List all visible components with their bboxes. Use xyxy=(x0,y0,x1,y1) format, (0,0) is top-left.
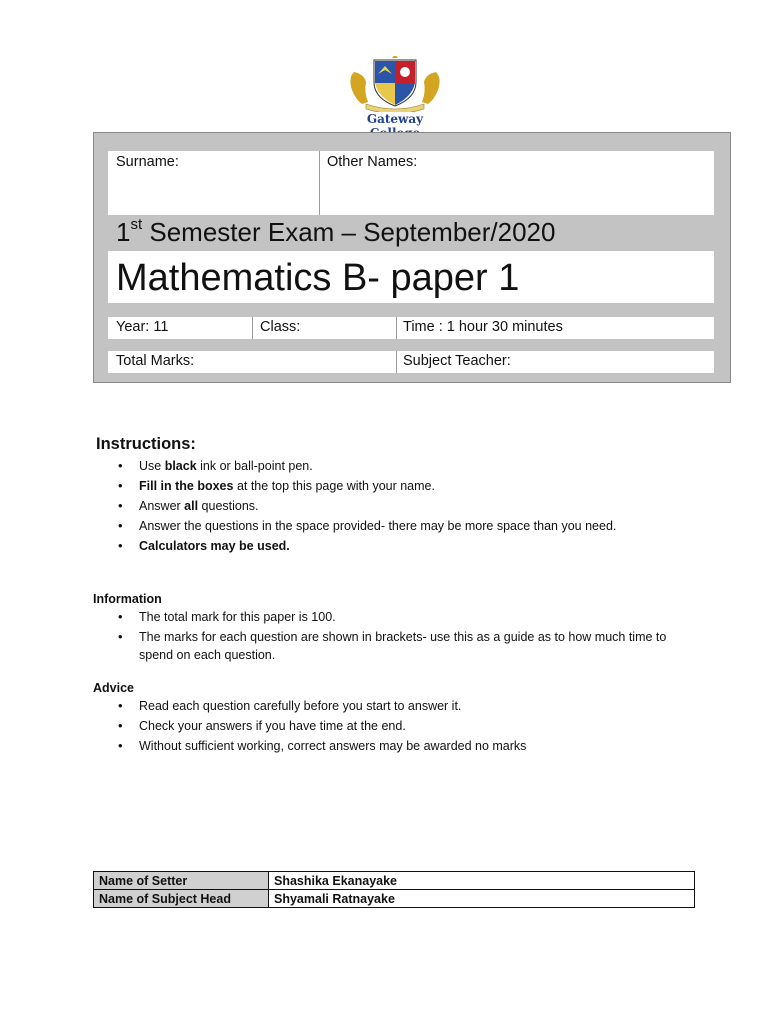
subject-head-name: Shyamali Ratnayake xyxy=(269,890,695,908)
marks-teacher-row xyxy=(108,351,714,373)
semester-ordinal: 1 xyxy=(116,217,131,247)
instructions-heading: Instructions: xyxy=(96,435,196,453)
divider xyxy=(319,151,320,215)
instructions-list xyxy=(117,457,699,557)
information-heading: Information xyxy=(93,592,162,606)
list-item: • Answer all questions. xyxy=(117,497,699,515)
list-item: • The total mark for this paper is 100. xyxy=(117,608,699,626)
exam-info-row xyxy=(108,317,714,339)
list-item: • Read each question carefully before you start to answer it. xyxy=(117,697,699,715)
advice-heading: Advice xyxy=(93,681,134,695)
table-row xyxy=(94,890,695,908)
school-name: Gateway xyxy=(366,112,424,126)
crest-icon xyxy=(340,56,450,112)
total-marks-field[interactable]: Total Marks: xyxy=(116,353,195,369)
list-item: • Fill in the boxes at the top this page with your name. xyxy=(117,477,699,495)
divider xyxy=(396,351,397,373)
time-label: Time : 1 hour 30 minutes xyxy=(403,319,563,335)
exam-header-box xyxy=(93,132,731,383)
list-item: • Without sufficient working, correct answers may be awarded no marks xyxy=(117,737,699,755)
school-crest-logo xyxy=(340,56,450,130)
advice-list xyxy=(117,697,699,757)
name-fields-row xyxy=(108,151,714,215)
information-list xyxy=(117,608,699,666)
semester-suffix: st xyxy=(130,216,143,234)
list-item: • The marks for each question are shown in brackets- use this as a guide as to how much time to spend on each question. xyxy=(117,628,699,664)
semester-line xyxy=(116,217,555,248)
year-label: Year: 11 xyxy=(116,319,169,335)
divider xyxy=(252,317,253,339)
list-item: • Use black ink or ball-point pen. xyxy=(117,457,699,475)
list-item: • Calculators may be used. xyxy=(117,537,699,555)
staff-table xyxy=(93,871,695,908)
semester-text: Semester Exam – September/2020 xyxy=(142,217,556,247)
subject-teacher-field[interactable]: Subject Teacher: xyxy=(403,353,511,369)
class-field[interactable]: Class: xyxy=(260,319,301,335)
list-item: • Answer the questions in the space provided- there may be more space than you need. xyxy=(117,517,699,535)
divider xyxy=(396,317,397,339)
table-row xyxy=(94,872,695,890)
list-item: • Check your answers if you have time at the end. xyxy=(117,717,699,735)
setter-name: Shashika Ekanayake xyxy=(269,872,695,890)
subject-head-label: Name of Subject Head xyxy=(94,890,269,908)
exam-title: Mathematics B- paper 1 xyxy=(116,257,520,299)
surname-field[interactable]: Surname: xyxy=(116,154,179,170)
title-row xyxy=(108,251,714,303)
setter-label: Name of Setter xyxy=(94,872,269,890)
other-names-field[interactable]: Other Names: xyxy=(327,154,418,170)
